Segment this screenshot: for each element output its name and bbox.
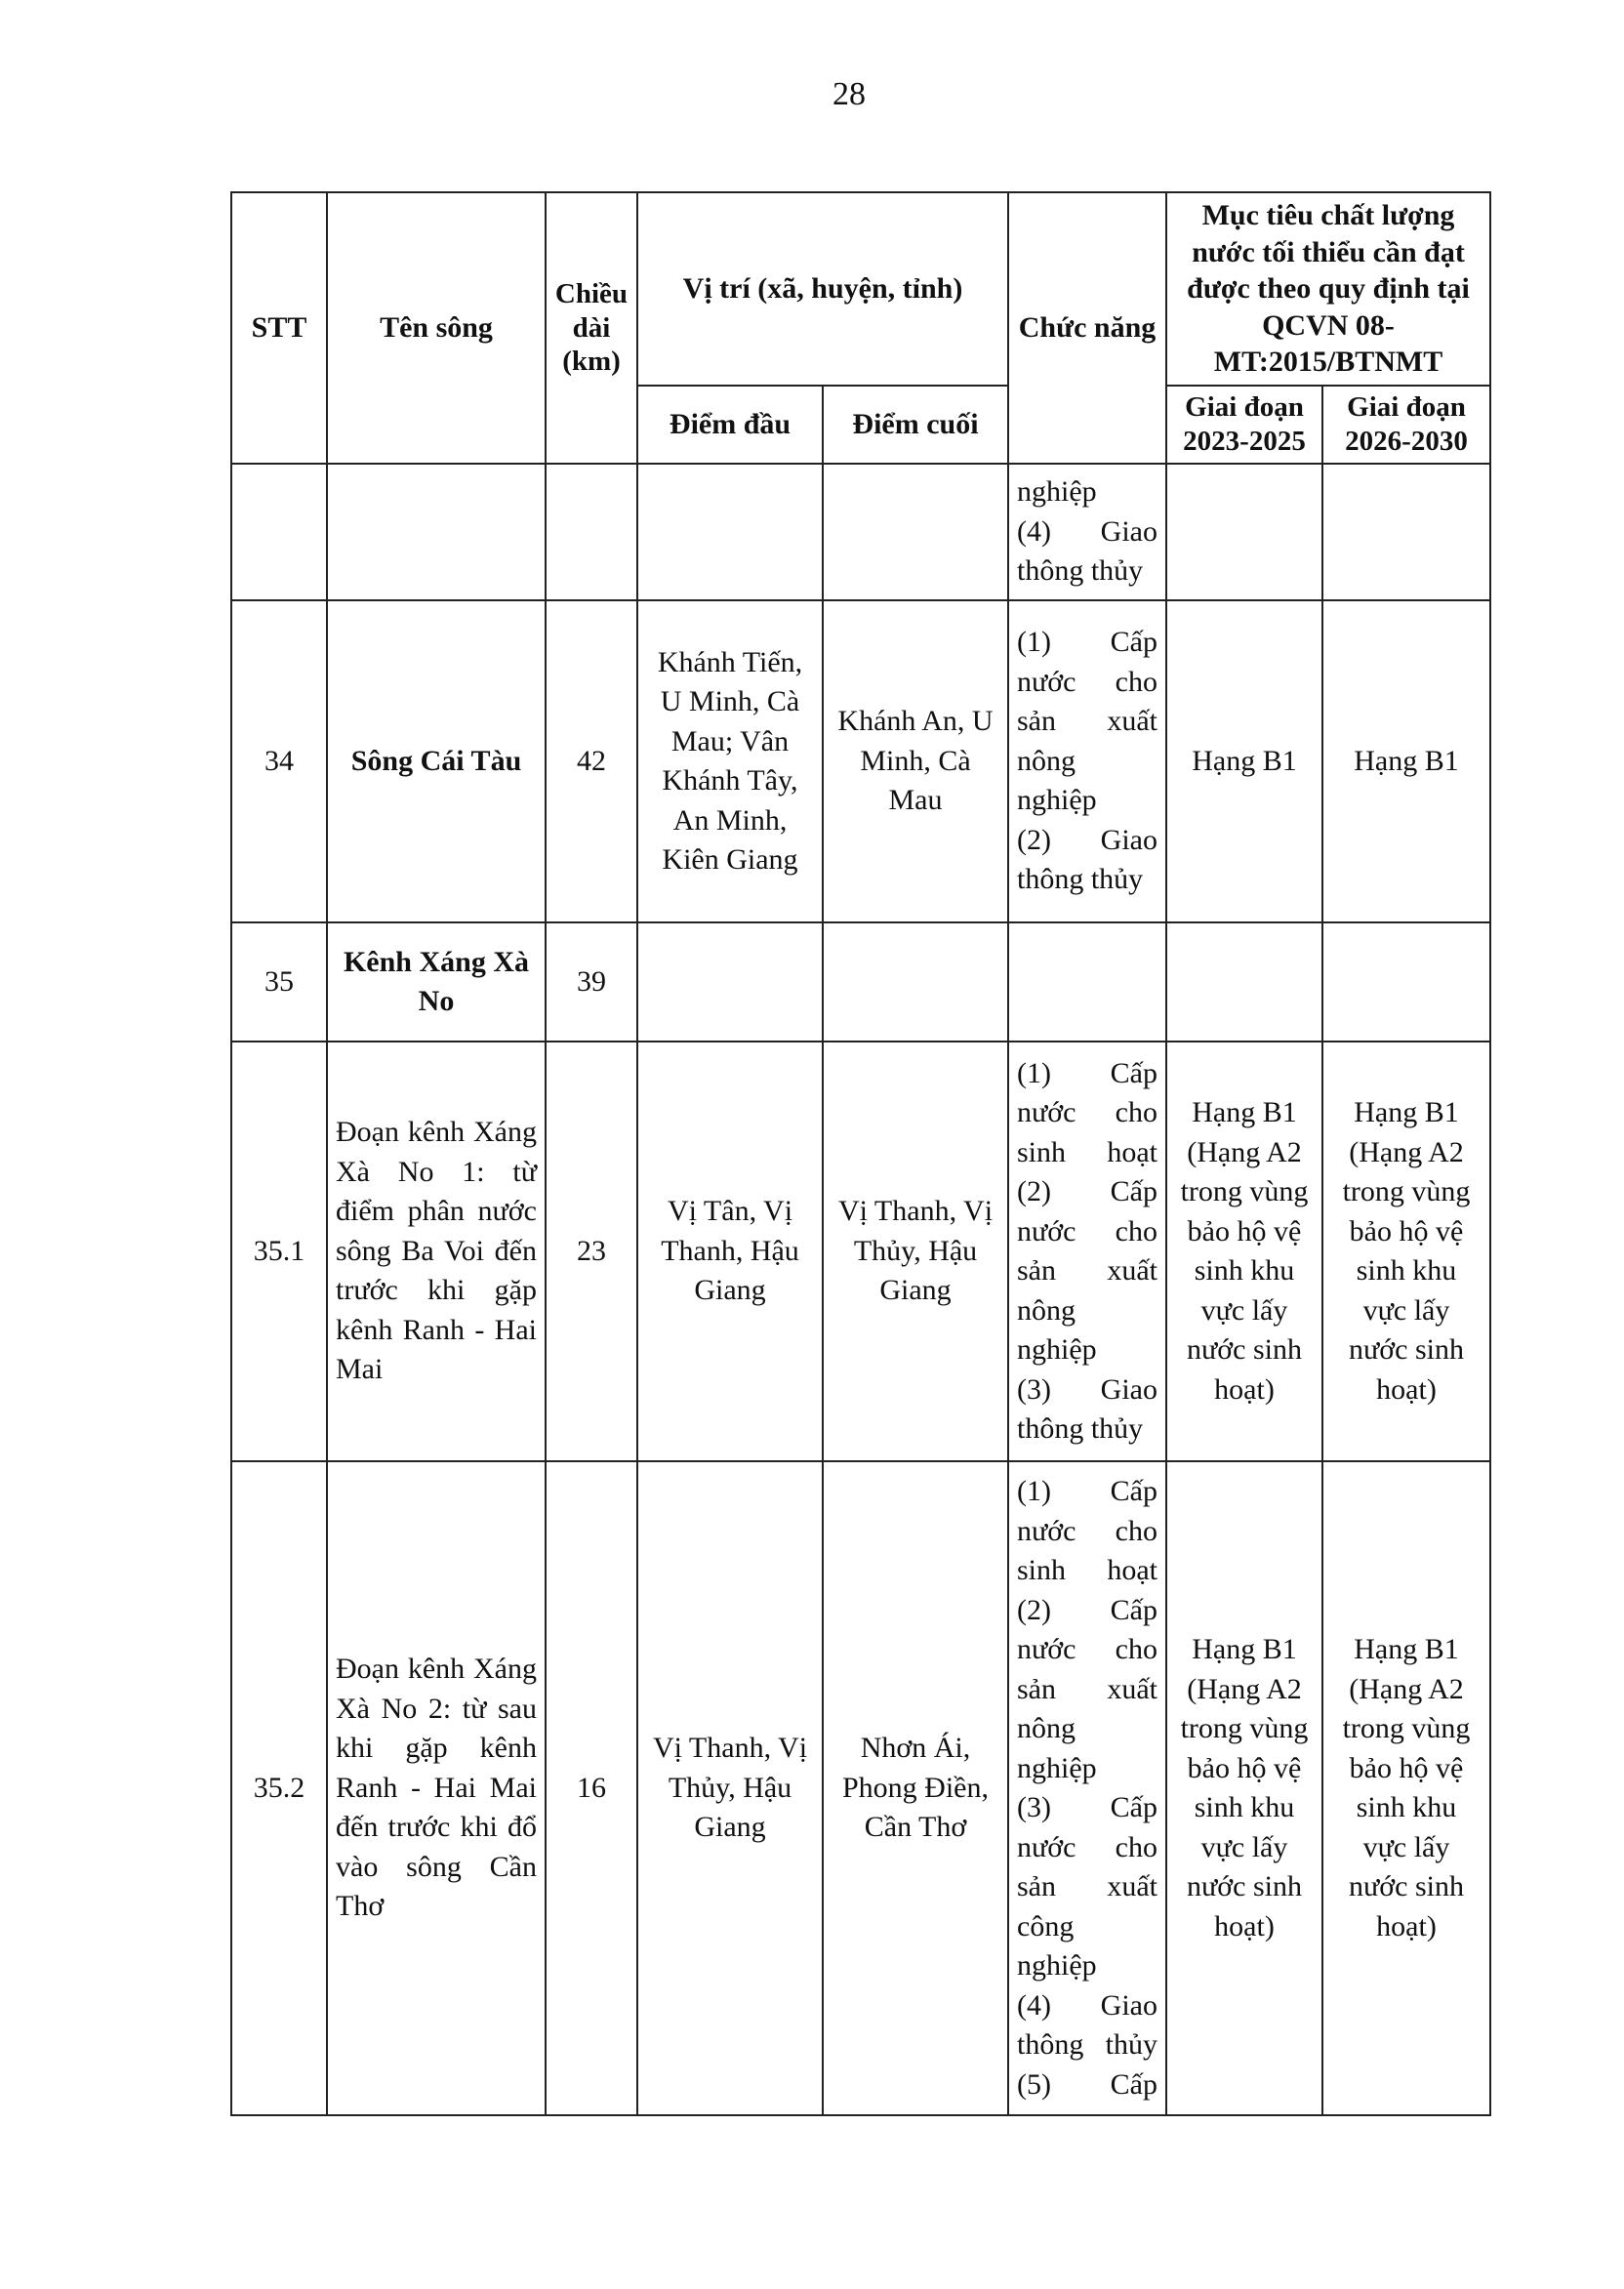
cell-period-1: Hạng B1 (Hạng A2 trong vùng bảo hộ vệ sinh khu vực lấy nước sinh hoạt) (1166, 1461, 1322, 2115)
cell-length: 16 (546, 1461, 637, 2115)
cell-stt (231, 464, 327, 600)
function-line: sản xuất (1017, 1672, 1157, 1705)
cell-river-name: Đoạn kênh Xáng Xà No 1: từ điểm phân nước sông Ba Voi đến trước khi gặp kênh Ranh - Hai Mai (327, 1042, 546, 1461)
function-line: nước cho (1017, 665, 1157, 698)
header-end-point: Điểm cuối (823, 386, 1008, 464)
function-line: nông (1017, 744, 1076, 777)
page-number: 28 (832, 76, 866, 112)
cell-length: 42 (546, 600, 637, 922)
function-line: nông (1017, 1293, 1076, 1327)
function-line: sinh hoạt (1017, 1554, 1157, 1586)
cell-end-point: Vị Thanh, Vị Thủy, Hậu Giang (823, 1042, 1008, 1461)
function-line: nghiệp (1017, 475, 1097, 509)
function-line: sản xuất (1017, 705, 1157, 738)
function-line: (4) Giao (1017, 514, 1157, 548)
cell-function (1008, 1461, 1166, 2115)
table-body (231, 464, 1490, 2115)
cell-end-point: Nhơn Ái, Phong Điền, Cần Thơ (823, 1461, 1008, 2115)
function-line: nước cho (1017, 1096, 1157, 1128)
cell-length: 23 (546, 1042, 637, 1461)
water-quality-table (230, 191, 1491, 2116)
function-line: nghiệp (1017, 784, 1097, 817)
cell-function (1008, 600, 1166, 922)
header-length: Chiều dài (km) (546, 192, 637, 464)
cell-river-name: Sông Cái Tàu (327, 600, 546, 922)
cell-period-1: Hạng B1 (1166, 600, 1322, 922)
cell-period-2 (1322, 464, 1490, 600)
function-line: (3) Cấp (1017, 1791, 1157, 1823)
function-line: thông thủy (1017, 2028, 1157, 2061)
cell-function (1008, 1042, 1166, 1461)
header-river-name: Tên sông (327, 192, 546, 464)
cell-length (546, 464, 637, 600)
function-line: (2) Cấp (1017, 1175, 1157, 1207)
header-start-point: Điểm đầu (637, 386, 823, 464)
header-location: Vị trí (xã, huyện, tỉnh) (637, 192, 1008, 386)
cell-function (1008, 922, 1166, 1042)
cell-stt: 34 (231, 600, 327, 922)
cell-start-point (637, 922, 823, 1042)
cell-start-point: Vị Tân, Vị Thanh, Hậu Giang (637, 1042, 823, 1461)
cell-period-1 (1166, 922, 1322, 1042)
cell-function (1008, 464, 1166, 600)
cell-river-name (327, 464, 546, 600)
table-row (231, 464, 1490, 600)
function-line: sinh hoạt (1017, 1135, 1157, 1168)
table-row (231, 600, 1490, 922)
function-line: nước cho (1017, 1633, 1157, 1665)
cell-start-point: Khánh Tiến, U Minh, Cà Mau; Vân Khánh Tây, An Minh, Kiên Giang (637, 600, 823, 922)
cell-period-2: Hạng B1 (Hạng A2 trong vùng bảo hộ vệ sinh khu vực lấy nước sinh hoạt) (1322, 1461, 1490, 2115)
cell-stt: 35 (231, 922, 327, 1042)
table-row (231, 1461, 1490, 2115)
function-line: sản xuất (1017, 1254, 1157, 1287)
function-line: (2) Giao (1017, 823, 1157, 856)
function-line: (1) Cấp (1017, 626, 1157, 659)
cell-end-point: Khánh An, U Minh, Cà Mau (823, 600, 1008, 922)
cell-length: 39 (546, 922, 637, 1042)
header-stt: STT (231, 192, 327, 464)
function-line: nước cho (1017, 1214, 1157, 1247)
function-line: thông thủy (1017, 554, 1144, 588)
function-line: nước cho (1017, 1830, 1157, 1863)
function-line: (4) Giao (1017, 1988, 1157, 2022)
cell-stt: 35.1 (231, 1042, 327, 1461)
function-line: (1) Cấp (1017, 1056, 1157, 1089)
function-line: nước cho (1017, 1514, 1157, 1547)
function-line: thông thủy (1017, 1412, 1144, 1445)
function-line: (5) Cấp (1017, 2067, 1157, 2101)
function-line: nghiệp (1017, 1751, 1097, 1784)
cell-period-2 (1322, 922, 1490, 1042)
cell-start-point: Vị Thanh, Vị Thủy, Hậu Giang (637, 1461, 823, 2115)
cell-stt: 35.2 (231, 1461, 327, 2115)
table-row (231, 1042, 1490, 1461)
header-period-2: Giai đoạn 2026-2030 (1322, 386, 1490, 464)
cell-start-point (637, 464, 823, 600)
function-line: công (1017, 1909, 1075, 1942)
function-line: nghiệp (1017, 1333, 1097, 1366)
cell-end-point (823, 922, 1008, 1042)
function-line: (3) Giao (1017, 1372, 1157, 1406)
cell-period-2: Hạng B1 (Hạng A2 trong vùng bảo hộ vệ sinh khu vực lấy nước sinh hoạt) (1322, 1042, 1490, 1461)
function-line: thông thủy (1017, 863, 1144, 896)
cell-period-1: Hạng B1 (Hạng A2 trong vùng bảo hộ vệ sinh khu vực lấy nước sinh hoạt) (1166, 1042, 1322, 1461)
cell-end-point (823, 464, 1008, 600)
function-line: nghiệp (1017, 1949, 1097, 1982)
cell-period-2: Hạng B1 (1322, 600, 1490, 922)
header-period-1: Giai đoạn 2023-2025 (1166, 386, 1322, 464)
function-line: (2) Cấp (1017, 1593, 1157, 1626)
function-line: (1) Cấp (1017, 1475, 1157, 1507)
header-target: Mục tiêu chất lượng nước tối thiểu cần đạt được theo quy định tại QCVN 08-MT:2015/BTNMT (1166, 192, 1490, 386)
table-row (231, 922, 1490, 1042)
cell-period-1 (1166, 464, 1322, 600)
header-function: Chức năng (1008, 192, 1166, 464)
function-line: nông (1017, 1712, 1076, 1744)
cell-river-name: Kênh Xáng Xà No (327, 922, 546, 1042)
function-line: sản xuất (1017, 1870, 1157, 1902)
cell-river-name: Đoạn kênh Xáng Xà No 2: từ sau khi gặp kênh Ranh - Hai Mai đến trước khi đổ vào sông Cần Thơ (327, 1461, 546, 2115)
